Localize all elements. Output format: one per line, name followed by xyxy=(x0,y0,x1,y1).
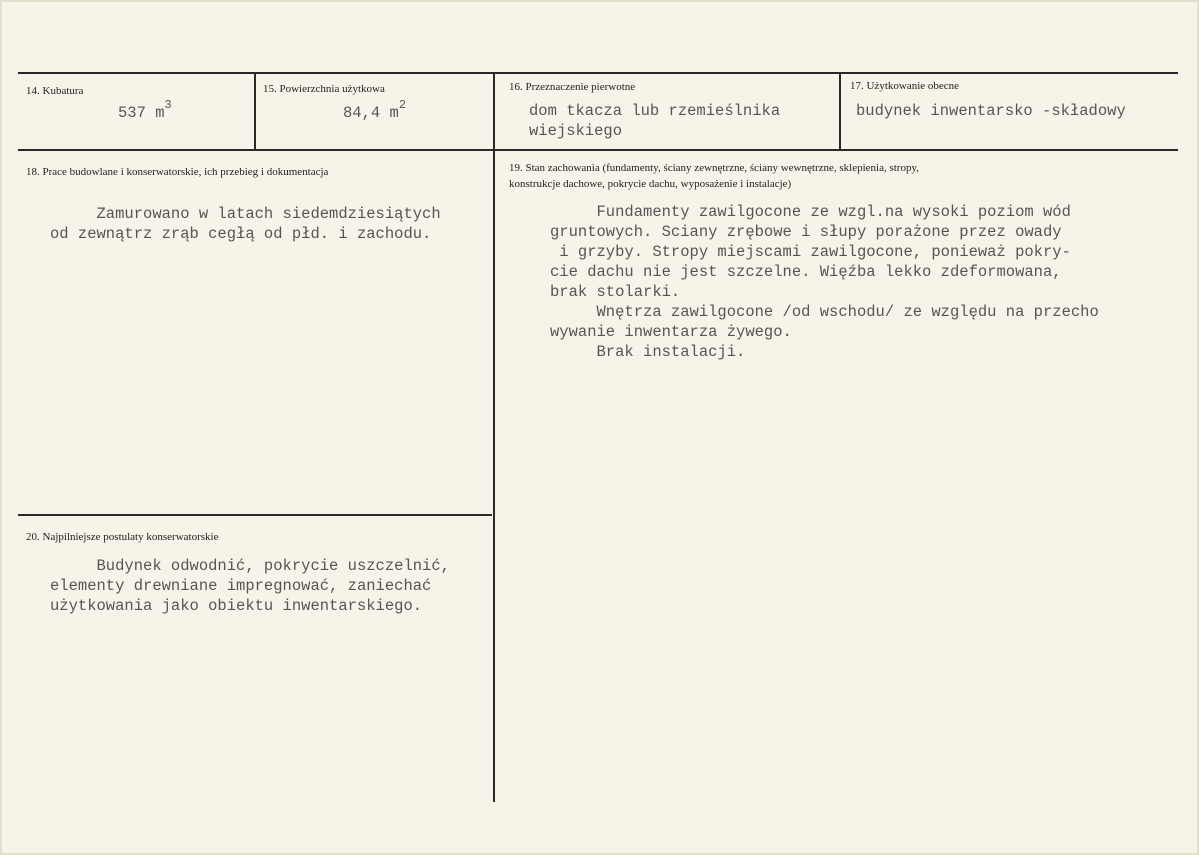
field-19-line-4: cie dachu nie jest szczelne. Więźba lekko zdeformowana, xyxy=(550,263,1062,281)
field-18-line-2: od zewnątrz zrąb cegłą od płd. i zachodu. xyxy=(50,225,432,243)
field-18-line-1: Zamurowano w latach siedemdziesiątych xyxy=(50,205,441,223)
field-14-value xyxy=(118,98,172,125)
field-19-line-5: brak stolarki. xyxy=(550,283,681,301)
field-17-value: budynek inwentarsko -składowy xyxy=(856,102,1126,120)
divider-14-15 xyxy=(254,72,256,151)
field-16-line-1: dom tkacza lub rzemieślnika xyxy=(529,102,781,120)
field-16-line-2: wiejskiego xyxy=(529,122,623,140)
field-18-label: 18. Prace budowlane i konserwatorskie, ich przebieg i dokumentacja xyxy=(26,166,329,178)
field-19-line-6: Wnętrza zawilgocone /od wschodu/ ze względu na przecho xyxy=(550,303,1099,321)
field-15-value xyxy=(343,98,407,125)
field-19-label-line-1: 19. Stan zachowania (fundamenty, ściany zewnętrzne, ściany wewnętrzne, sklepienia, stropy, xyxy=(509,162,920,174)
field-15-exponent: 2 xyxy=(398,98,407,112)
field-19-line-1: Fundamenty zawilgocone ze wzgl.na wysoki poziom wód xyxy=(550,203,1071,221)
field-20-line-1: Budynek odwodnić, pokrycie uszczelnić, xyxy=(50,557,450,575)
field-20-line-2: elementy drewniane impregnować, zaniechać xyxy=(50,577,432,595)
field-20-line-3: użytkowania jako obiektu inwentarskiego. xyxy=(50,597,423,615)
main-vertical-divider xyxy=(493,72,495,802)
row1-bottom-rule xyxy=(18,149,1178,151)
field-19-line-3: i grzyby. Stropy miejscami zawilgocone, ponieważ pokry- xyxy=(550,243,1071,261)
field-14-number: 537 m xyxy=(118,104,165,122)
field-16-label: 16. Przeznaczenie pierwotne xyxy=(509,81,636,93)
field-19-line-8: Brak instalacji. xyxy=(550,343,746,361)
field-17-label: 17. Użytkowanie obecne xyxy=(850,80,960,92)
field-14-exponent: 3 xyxy=(164,98,172,112)
field-15-number: 84,4 m xyxy=(343,104,399,122)
field-19-line-7: wywanie inwentarza żywego. xyxy=(550,323,792,341)
field-19-line-2: gruntowych. Sciany zrębowe i słupy porażone przez owady xyxy=(550,223,1062,241)
field-19-label-line-2: konstrukcje dachowe, pokrycie dachu, wyposażenie i instalacje) xyxy=(509,178,792,190)
top-rule xyxy=(18,72,1178,74)
field-20-label: 20. Najpilniejsze postulaty konserwatorskie xyxy=(26,531,219,543)
field-15-label: 15. Powierzchnia użytkowa xyxy=(263,83,385,95)
divider-16-17 xyxy=(839,72,841,151)
left-mid-rule xyxy=(18,514,492,516)
field-14-label: 14. Kubatura xyxy=(26,85,84,97)
